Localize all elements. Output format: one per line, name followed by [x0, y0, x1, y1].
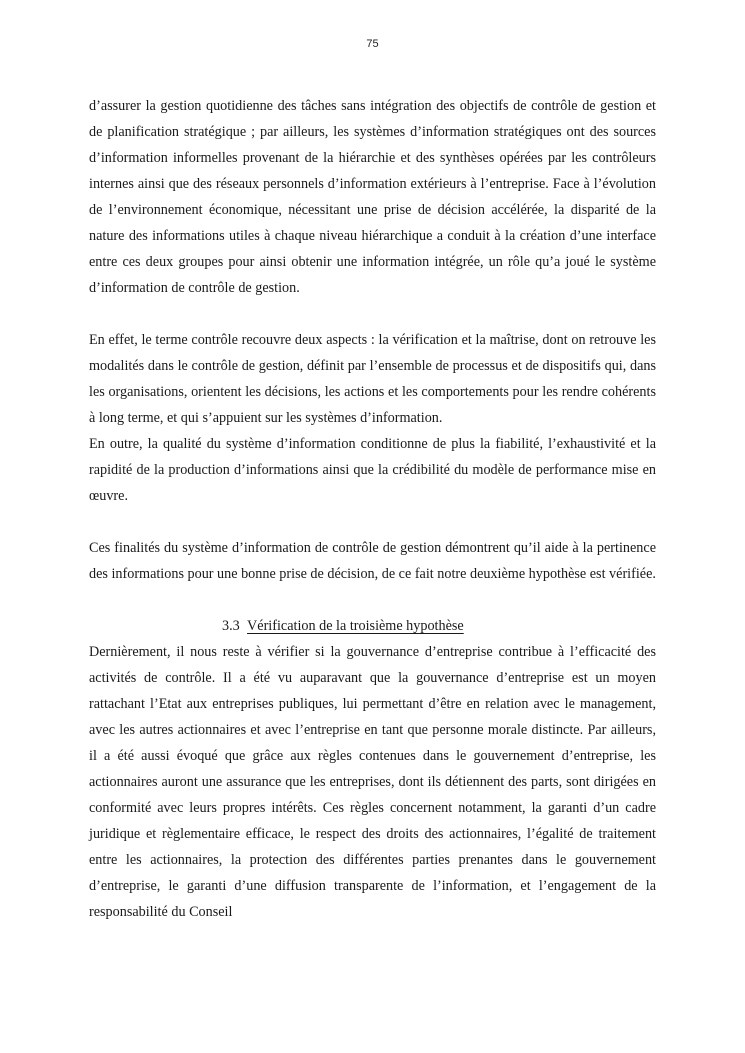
- paragraph-spacer: [89, 301, 656, 327]
- section-heading: [89, 613, 656, 639]
- paragraph-control-aspects: En effet, le terme contrôle recouvre deux aspects : la vérification et la maîtrise, dont on retrouve les modalités dans le contrôle de gestion, définit par l’ensemble de processus et de dispositifs qui, dans les organisations, orientent les décisions, les actions et les comportements pour les rendre cohérents à long terme, et qui s’appuient sur les systèmes d’information.: [89, 332, 656, 426]
- paragraph-information-systems: d’assurer la gestion quotidienne des tâches sans intégration des objectifs de contrôle de gestion et de planification stratégique ; par ailleurs, les systèmes d’information stratégiques ont des sources d’information informelles provenant de la hiérarchie et des synthèses opérées par les contrôleurs internes ainsi que des réseaux personnels d’information extérieurs à l’entreprise. Face à l’évolution de l’environnement économique, nécessitant une prise de décision accélérée, la disparité de la nature des informations utiles à chaque niveau hiérarchique a conduit à la création d’une interface entre ces deux groupes pour ainsi obtenir une information intégrée, un rôle qu’a joué le système d’information de contrôle de gestion.: [89, 98, 656, 296]
- page-number: 75: [366, 38, 379, 50]
- paragraph-second-hypothesis-conclusion: Ces finalités du système d’information de contrôle de gestion démontrent qu’il aide à la pertinence des informations pour une bonne prise de décision, de ce fait notre deuxième hypothèse est vérifiée.: [89, 540, 656, 582]
- paragraph-spacer: [89, 509, 656, 535]
- paragraph-corporate-governance: Dernièrement, il nous reste à vérifier si la gouvernance d’entreprise contribue à l’efficacité des activités de contrôle. Il a été vu auparavant que la gouvernance d’entreprise est un moyen rattachant l’Etat aux entreprises publiques, lui permettant d’être en relation avec le management, avec les autres actionnaires et avec l’entreprise en tant que personne morale distincte. Par ailleurs, il a été aussi évoqué que grâce aux règles contenues dans le gouvernement d’entreprise, les actionnaires auront une assurance que les entreprises, dont ils détiennent des parts, sont dirigées en conformité avec leurs propres intérêts. Ces règles concernent notamment, la garanti d’un cadre juridique et règlementaire efficace, le respect des droits des actionnaires, l’égalité de traitement entre les actionnaires, la protection des différentes parties prenantes dans le gouvernement d’entreprise, le garanti d’une diffusion transparente de l’information, et l’engagement de la responsabilité du Conseil: [89, 644, 656, 920]
- body-text: [89, 93, 656, 925]
- paragraph-spacer: [89, 587, 656, 613]
- section-title: Vérification de la troisième hypothèse: [247, 618, 464, 634]
- section-number: 3.3: [222, 618, 240, 634]
- paragraph-information-quality: En outre, la qualité du système d’information conditionne de plus la fiabilité, l’exhaustivité et la rapidité de la production d’informations ainsi que la crédibilité du modèle de performance mise en œuvre.: [89, 436, 656, 504]
